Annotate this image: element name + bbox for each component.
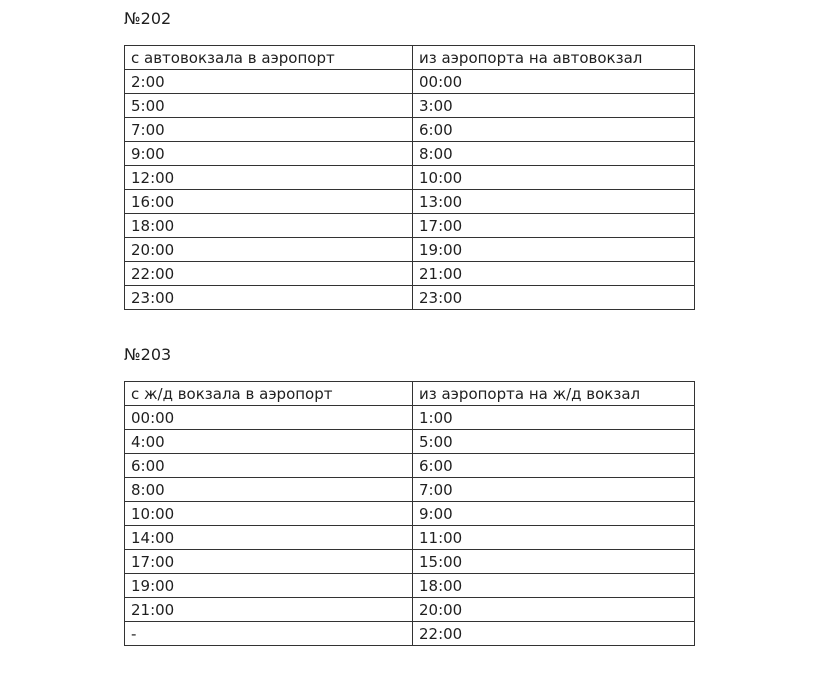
- table-row: [125, 478, 695, 502]
- time-cell: 7:00: [413, 478, 695, 502]
- time-cell: 12:00: [125, 166, 413, 190]
- time-cell: 1:00: [413, 406, 695, 430]
- time-cell: 17:00: [125, 550, 413, 574]
- time-cell: 22:00: [125, 262, 413, 286]
- route-number-title: №202: [124, 9, 172, 28]
- time-cell: 19:00: [413, 238, 695, 262]
- time-cell: 8:00: [125, 478, 413, 502]
- time-cell: 15:00: [413, 550, 695, 574]
- table-row: [125, 262, 695, 286]
- time-cell: 23:00: [125, 286, 413, 310]
- railway-station-schedule-table: [124, 381, 695, 646]
- time-cell: 22:00: [413, 622, 695, 646]
- column-header-cell: с ж/д вокзала в аэропорт: [125, 382, 413, 406]
- table-row: [125, 142, 695, 166]
- time-cell: 2:00: [125, 70, 413, 94]
- schedule-section-203: [124, 345, 820, 646]
- time-cell: 4:00: [125, 430, 413, 454]
- column-header-cell: с автовокзала в аэропорт: [125, 46, 413, 70]
- time-cell: 14:00: [125, 526, 413, 550]
- time-cell: 9:00: [413, 502, 695, 526]
- table-row: [125, 190, 695, 214]
- table-row: [125, 70, 695, 94]
- time-cell: 00:00: [125, 406, 413, 430]
- section-divider-space: [124, 310, 820, 345]
- time-cell: 5:00: [413, 430, 695, 454]
- table-row: [125, 286, 695, 310]
- table-row: [125, 598, 695, 622]
- time-cell: 10:00: [413, 166, 695, 190]
- time-cell: 23:00: [413, 286, 695, 310]
- time-cell: 6:00: [413, 454, 695, 478]
- table-row: [125, 166, 695, 190]
- time-cell: 17:00: [413, 214, 695, 238]
- table-row: [125, 238, 695, 262]
- table-row: [125, 622, 695, 646]
- time-cell: 6:00: [125, 454, 413, 478]
- time-cell: 13:00: [413, 190, 695, 214]
- table-row: [125, 550, 695, 574]
- table-row: [125, 214, 695, 238]
- table-row: [125, 430, 695, 454]
- table-row: [125, 454, 695, 478]
- time-cell: 20:00: [125, 238, 413, 262]
- table-row: [125, 574, 695, 598]
- column-header-cell: из аэропорта на автовокзал: [413, 46, 695, 70]
- table-row: [125, 118, 695, 142]
- table-header-row: [125, 46, 695, 70]
- time-cell: 10:00: [125, 502, 413, 526]
- time-cell: 6:00: [413, 118, 695, 142]
- time-cell: -: [125, 622, 413, 646]
- table-header-row: [125, 382, 695, 406]
- bus-station-schedule-table: [124, 45, 695, 310]
- time-cell: 8:00: [413, 142, 695, 166]
- table-row: [125, 94, 695, 118]
- table-row: [125, 406, 695, 430]
- time-cell: 18:00: [125, 214, 413, 238]
- time-cell: 00:00: [413, 70, 695, 94]
- time-cell: 7:00: [125, 118, 413, 142]
- schedule-section-202: [124, 9, 820, 310]
- route-number-title: №203: [124, 345, 172, 364]
- time-cell: 20:00: [413, 598, 695, 622]
- time-cell: 16:00: [125, 190, 413, 214]
- table-row: [125, 502, 695, 526]
- time-cell: 11:00: [413, 526, 695, 550]
- table-row: [125, 526, 695, 550]
- time-cell: 5:00: [125, 94, 413, 118]
- time-cell: 18:00: [413, 574, 695, 598]
- time-cell: 21:00: [413, 262, 695, 286]
- time-cell: 9:00: [125, 142, 413, 166]
- time-cell: 19:00: [125, 574, 413, 598]
- time-cell: 21:00: [125, 598, 413, 622]
- time-cell: 3:00: [413, 94, 695, 118]
- column-header-cell: из аэропорта на ж/д вокзал: [413, 382, 695, 406]
